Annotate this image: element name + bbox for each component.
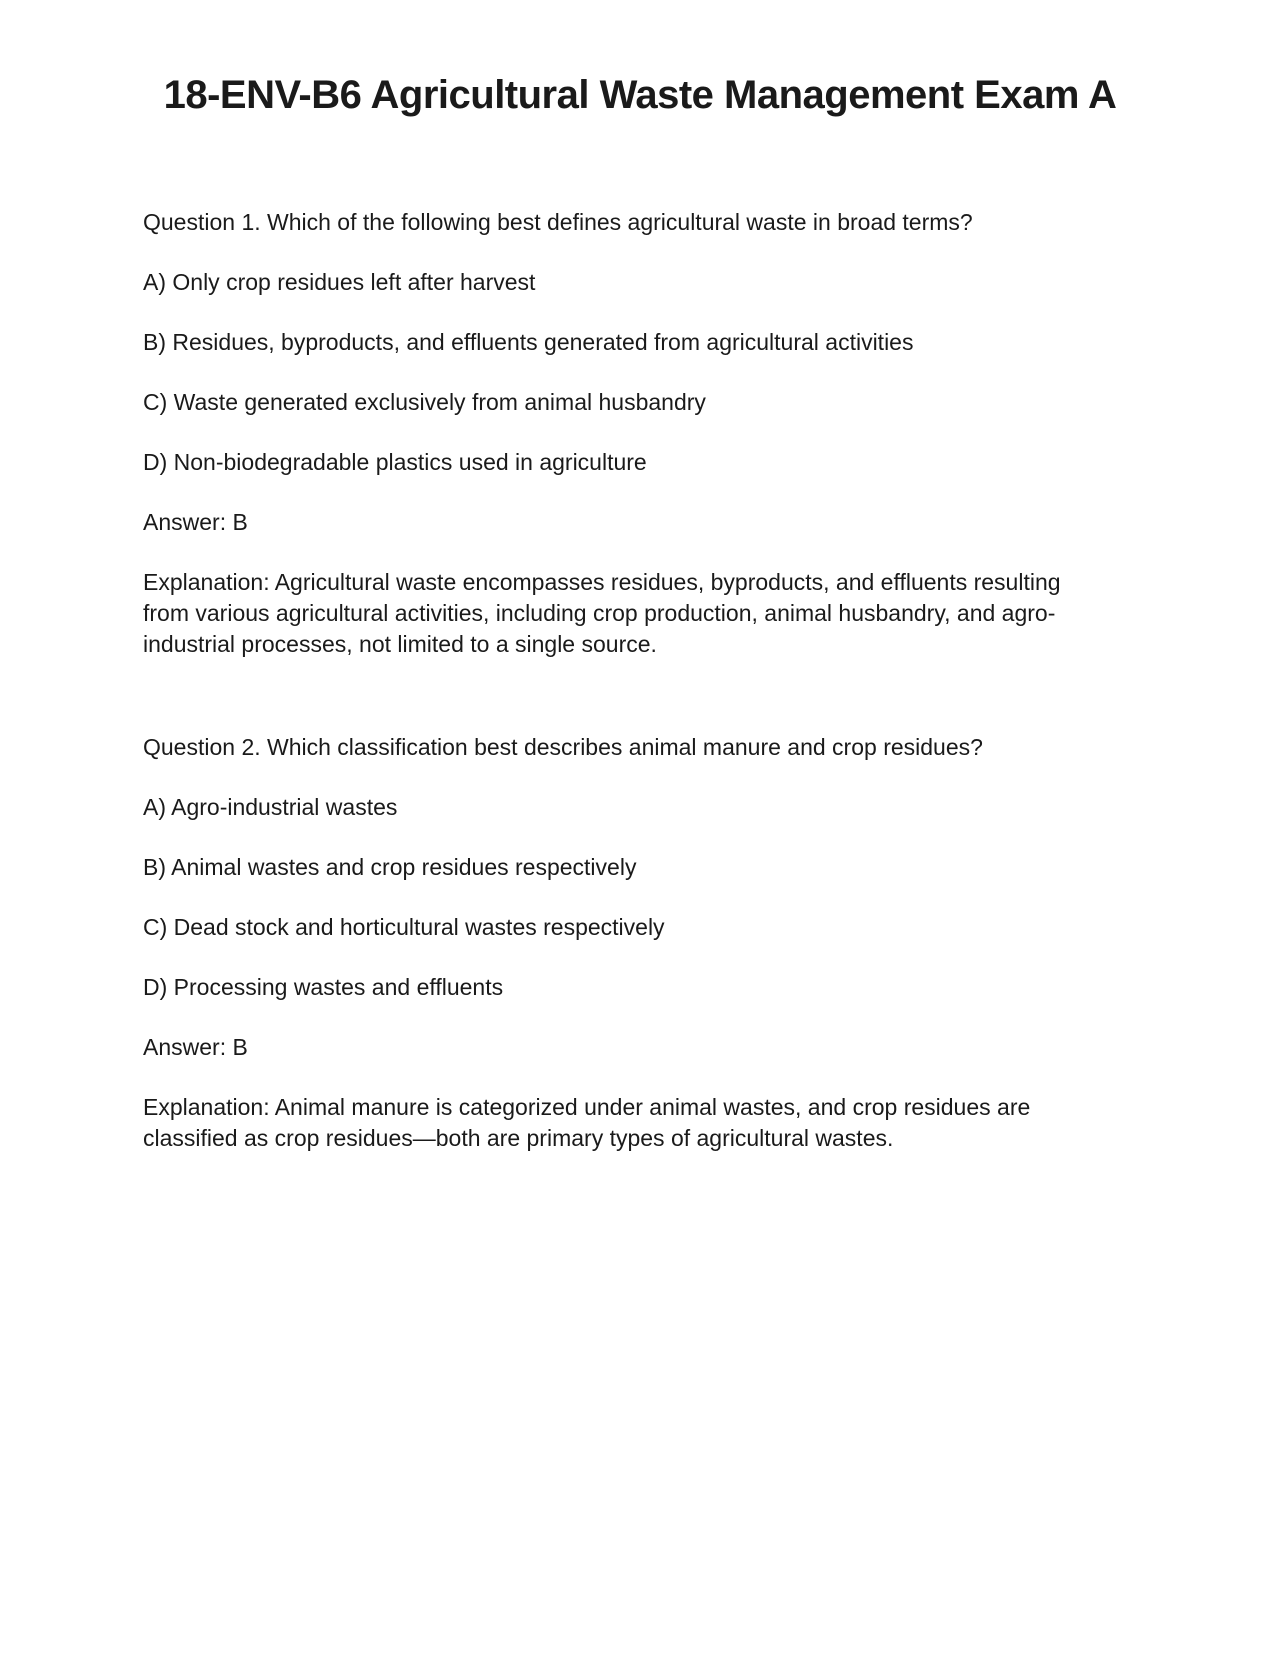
question-1-explanation: Explanation: Agricultural waste encompasses residues, byproducts, and effluents resulting from various agricultural activities, including crop production, animal husbandry, and agro-industrial processes, not limited to a single source. [143, 569, 1061, 658]
question-1-answer: Answer: B [143, 509, 248, 536]
question-1-option-b: B) Residues, byproducts, and effluents generated from agricultural activities [143, 329, 914, 356]
question-2-option-b: B) Animal wastes and crop residues respectively [143, 854, 637, 881]
question-1-option-a: A) Only crop residues left after harvest [143, 269, 536, 296]
question-2-option-c: C) Dead stock and horticultural wastes respectively [143, 914, 665, 941]
question-block-2 [143, 732, 1073, 1154]
question-2-answer: Answer: B [143, 1034, 248, 1061]
question-1-option-d: D) Non-biodegradable plastics used in agriculture [143, 449, 647, 476]
question-2-explanation: Explanation: Animal manure is categorized under animal wastes, and crop residues are classified as crop residues—both are primary types of agricultural wastes. [143, 1094, 1031, 1152]
question-2-option-a: A) Agro-industrial wastes [143, 794, 398, 821]
question-1-option-c: C) Waste generated exclusively from animal husbandry [143, 389, 706, 416]
document-body [143, 207, 1073, 1154]
question-2-option-d: D) Processing wastes and effluents [143, 974, 504, 1001]
question-block-1 [143, 207, 1073, 660]
question-1-text: Question 1. Which of the following best defines agricultural waste in broad terms? [143, 209, 973, 236]
document-title: 18-ENV-B6 Agricultural Waste Management Exam A [163, 73, 1117, 117]
question-2-text: Question 2. Which classification best describes animal manure and crop residues? [143, 734, 983, 761]
